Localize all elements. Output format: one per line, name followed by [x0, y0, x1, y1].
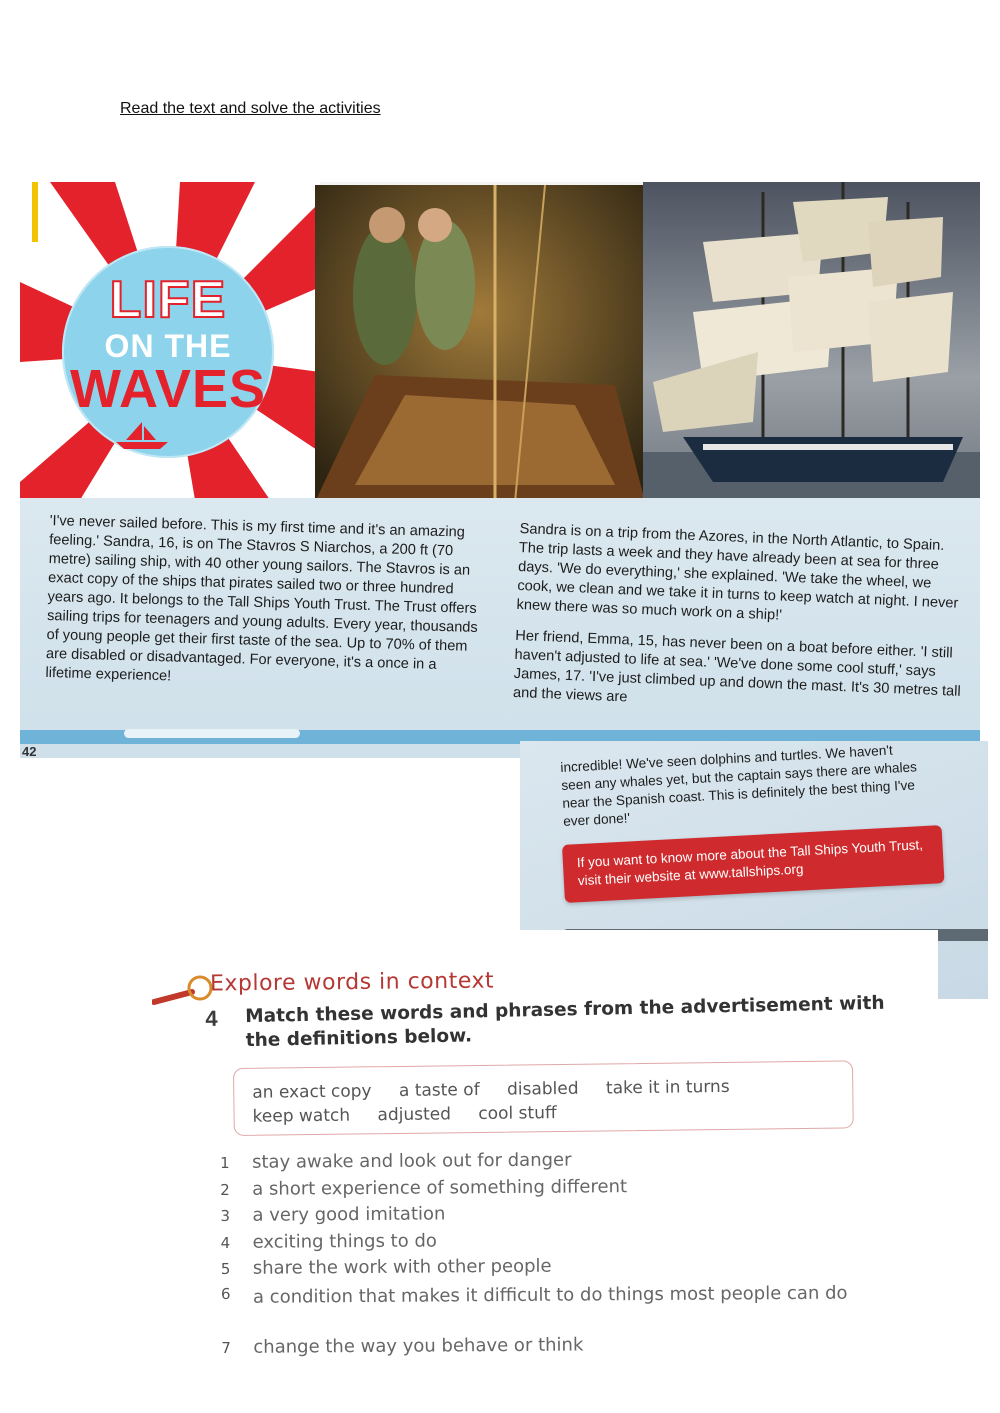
- info-box: [562, 825, 945, 903]
- page-number: 42: [22, 744, 37, 758]
- logo-line-3: WAVES: [69, 359, 267, 419]
- word-item: adjusted: [377, 1104, 452, 1126]
- article-paragraph: Sandra is on a trip from the Azores, in the North Atlantic, to Spain. The trip lasts a week and they have already been at sea for three days. 'We do everything,' she explained. 'We take the wheel, we cook, we clean and we take it in turns to keep watch at night. I never knew there was so much work on a ship!': [516, 520, 959, 624]
- magnifier-icon: [152, 970, 214, 1010]
- definition-number: 2: [220, 1180, 230, 1199]
- page-footer-pill: [124, 729, 300, 738]
- definition-number: 6: [220, 1284, 231, 1303]
- word-item: disabled: [506, 1078, 579, 1100]
- word-item: an exact copy: [252, 1081, 372, 1103]
- definition-number: 1: [220, 1153, 230, 1172]
- continuation-text: incredible! We've seen dolphins and turtles. We haven't seen any whales yet, but the captain says there are whales near the Spanish coast. This is definitely the best thing I've ever done!': [560, 742, 918, 829]
- task-text: Match these words and phrases from the advertisement with the definitions below.: [245, 992, 885, 1052]
- life-on-the-waves-logo: [62, 246, 274, 458]
- sailboat-icon: [112, 422, 172, 450]
- word-box: [233, 1060, 854, 1136]
- info-box-text: If you want to know more about the Tall Ships Youth Trust, visit their website at www.tallships.org: [576, 837, 924, 889]
- logo-line-1: LIFE: [109, 271, 227, 329]
- section-heading: Explore words in context: [209, 968, 495, 997]
- definition-number: 4: [220, 1233, 231, 1252]
- word-item: keep watch: [252, 1105, 351, 1127]
- word-item: a taste of: [398, 1079, 480, 1101]
- magazine-page: [20, 182, 980, 758]
- article-column-2: [512, 520, 971, 733]
- definition-text: a condition that makes it difficult to do things most people can do: [252, 1282, 848, 1308]
- article-text-band: [20, 498, 980, 758]
- tall-ship-photo: [643, 182, 980, 508]
- word-row: [252, 1103, 578, 1127]
- definition-text: a short experience of something different: [252, 1175, 628, 1200]
- instruction-text: Read the text and solve the activities: [120, 100, 381, 117]
- definition-number: 5: [220, 1260, 231, 1279]
- word-item: take it in turns: [605, 1076, 730, 1099]
- boat-photo: [315, 185, 645, 502]
- definition-number: 7: [221, 1338, 231, 1357]
- definition-number: 3: [220, 1207, 231, 1226]
- logo-line-2: ON THE: [104, 328, 232, 364]
- definition-list: [220, 1147, 881, 1363]
- task-number: 4: [205, 1005, 218, 1031]
- definition-text: exciting things to do: [252, 1230, 437, 1253]
- article-paragraph: 'I've never sailed before. This is my first time and it's an amazing feeling.' Sandra, 16, is on The Stavros S Niarchos, a 200 ft (70 metre) sailing ship, with 40 other young sailors. The Stavros is an exact copy of the ships that pirates sailed two or three hundred years ago. It belongs to the Tall Ships Youth Trust. The Trust offers sailing trips for teenagers and young adults. Every year, thousands of young people get their first taste of the sea. Up to 70% of them are disabled or disadvantaged. For everyone, it's a once in a lifetime experience!: [45, 512, 478, 685]
- definition-text: change the way you behave or think: [253, 1334, 584, 1358]
- definition-item: [221, 1332, 881, 1363]
- exercise-section: [140, 930, 938, 1390]
- article-paragraph: Her friend, Emma, 15, has never been on a boat before either. 'I still haven't adjusted to life at sea.' 'We've done some cool stuff,' says James, 17. 'I've just climbed up and down the mast. It's 30 metres tall and the views are: [512, 627, 961, 706]
- definition-text: share the work with other people: [252, 1256, 552, 1280]
- word-item: cool stuff: [478, 1103, 557, 1125]
- definition-text: a very good imitation: [252, 1203, 446, 1226]
- definition-text: stay awake and look out for danger: [251, 1149, 572, 1173]
- word-row: [252, 1077, 752, 1103]
- article-column-1: [45, 512, 482, 707]
- definition-item: [221, 1280, 881, 1337]
